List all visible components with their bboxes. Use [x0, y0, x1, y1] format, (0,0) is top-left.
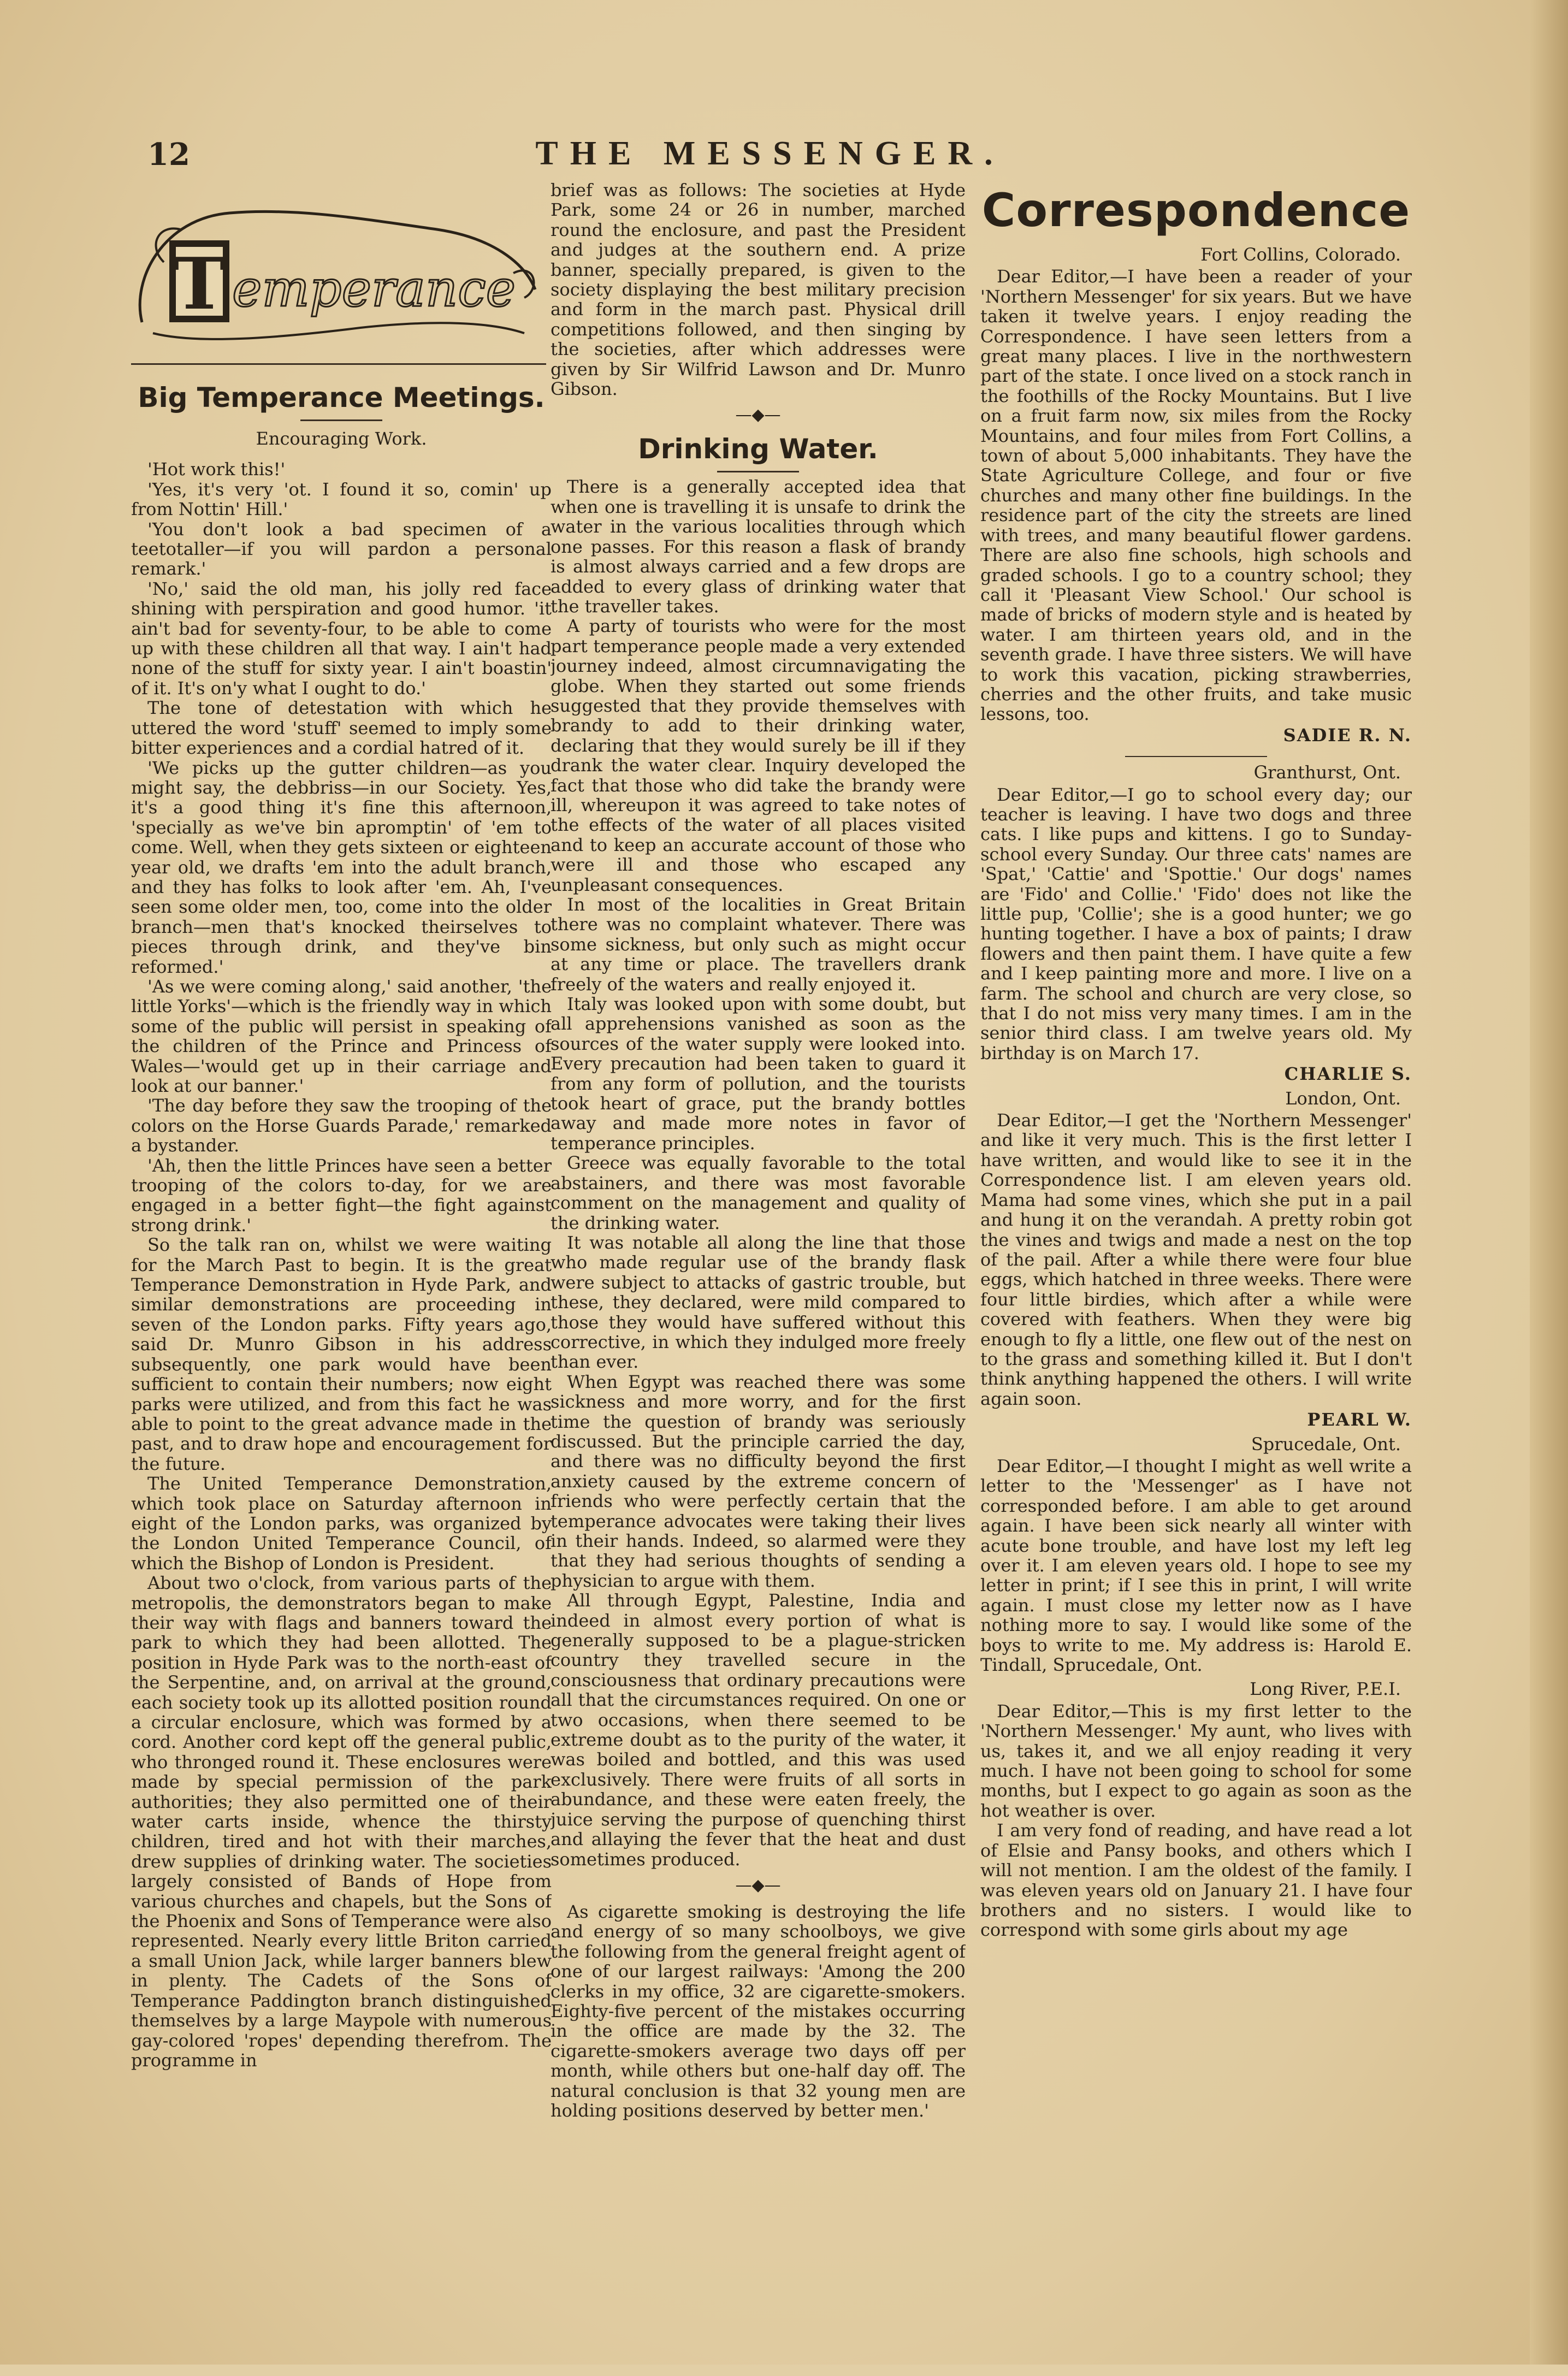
- letter-signature: SADIE R. N.: [1283, 724, 1412, 746]
- paragraph: There is a generally accepted idea that when one is travelling it is unsafe to drink the water in the various localities through which one passes. For this reason a flask of brandy is almost always carried and a few drops are added to every glass of drinking water that the traveller takes.: [551, 476, 966, 617]
- letter-paragraph: Dear Editor,—I go to school every day; our teacher is leaving. I have two dogs and three cats. I like pups and kittens. I go to Sunday-school every Sunday. Our three cats' names are 'Spat,' 'Cattie' and 'Spottie.' Our dogs' names are 'Fido' and Collie.' 'Fido' does not like the little pup, 'Collie'; she is a good hunter; we go hunting together. I have a box of paints; I draw flowers and then paint them. I have quite a few and I keep painting more and more. I live on a farm. The school and church are very close, so that I do not miss very many times. I am in the senior third class. I am twelve years old. My birthday is on March 17.: [980, 784, 1412, 1063]
- letter-signature: CHARLIE S.: [1284, 1063, 1412, 1085]
- section-heading: Big Temperance Meetings.: [138, 382, 545, 413]
- paragraph: The tone of detestation with which he uttered the word 'stuff' seemed to imply some bitter experiences and a cordial hatred of it.: [131, 698, 552, 759]
- correspondence-title: Correspondence: [981, 184, 1411, 237]
- paragraph: 'As we were coming along,' said another, 'the little Yorks'—which is the friendly way in which some of the public will persist in speaking of the children of the Prince and Princess of Wales—'would get up in their carriage and look at our banner.': [131, 976, 552, 1096]
- temperance-logo-art: [131, 197, 546, 355]
- svg-text:emperance: emperance: [232, 259, 516, 318]
- letter-place: London, Ont.: [1285, 1087, 1401, 1109]
- paragraph: A party of tourists who were for the most part temperance people made a very extended journey indeed, almost circumnavigating the globe. When they started out some friends suggested that they provide themselves with brandy to add to their drinking water, declaring that they would surely be ill if they drank the water clear. Inquiry developed the fact that those who did take the brandy were ill, whereupon it was agreed to take notes of the effects of the water of all places visited and to keep an accurate account of those who were ill and those who escaped any unpleasant consequences.: [551, 616, 966, 895]
- paragraph: The United Temperance Demonstration, which took place on Saturday afternoon in eight of the London parks, was organized by the London United Temperance Council, of which the Bishop of London is President.: [131, 1473, 552, 1574]
- paragraph: So the talk ran on, whilst we were waiting for the March Past to begin. It is the great Temperance Demonstration in Hyde Park, and similar demonstrations are proceeding in seven of the London parks. Fifty years ago, said Dr. Munro Gibson in his address subsequently, one park would have been sufficient to contain their numbers; now eight parks were utilized, and from this fact he was able to point to the great advance made in the past, and to draw hope and encouragement for the future.: [131, 1234, 552, 1474]
- paragraph: When Egypt was reached there was some sickness and more worry, and for the first time the question of brandy was seriously discussed. But the principle carried the day, and there was no difficulty beyond the first anxiety caused by the extreme concern of friends who were perfectly certain that the temperance advocates were taking their lives in their hands. Indeed, so alarmed were they that they had serious thoughts of sending a physician to argue with them.: [551, 1371, 966, 1591]
- ornament-divider: —◆—: [735, 1875, 781, 1895]
- section-heading: Drinking Water.: [638, 433, 878, 465]
- letter-paragraph: Dear Editor,—I get the 'Northern Messenger' and like it very much. This is the first letter I have written, and would like to see it in the Correspondence list. I am eleven years old. Mama had some vines, which she put in a pail and hung it on the verandah. A pretty robin got the vines and twigs and made a nest on the top of the pail. After a while there were four blue eggs, which hatched in three weeks. There were four little birdies, which after a while were covered with feathers. When they were big enough to fly a little, one flew out of the nest on to the grass and something killed it. But I don't think anything happened the others. I will write again soon.: [980, 1110, 1412, 1409]
- paragraph: About two o'clock, from various parts of the metropolis, the demonstrators began to make their way with flags and banners toward the park to which they had been allotted. The position in Hyde Park was to the north-east of the Serpentine, and, on arrival at the ground, each society took up its allotted position round a circular enclosure, which was formed by a cord. Another cord kept off the general public, who thronged round it. These enclosures were made by special permission of the park authorities; they also permitted one of their water carts inside, whence the thirsty children, tired and hot with their marches, drew supplies of drinking water. The societies largely consisted of Bands of Hope from various churches and chapels, but the Sons of the Phoenix and Sons of Temperance were also represented. Nearly every little Briton carried a small Union Jack, while larger banners blew in plenty. The Cadets of the Sons of Temperance Paddington branch distinguished themselves by a large Maypole with numerous gay-colored 'ropes' depending therefrom. The programme in: [131, 1573, 552, 2071]
- section-subheading: Encouraging Work.: [256, 428, 427, 449]
- temperance-logo: [131, 197, 546, 355]
- letter-paragraph: Dear Editor,—This is my first letter to the 'Northern Messenger.' My aunt, who lives with us, takes it, and we all enjoy reading it very much. I have not been going to school for some months, but I expect to go again as soon as the hot weather is over.: [980, 1700, 1412, 1821]
- letter-place: Granthurst, Ont.: [1253, 762, 1401, 783]
- letter-paragraph: I am very fond of reading, and have read a lot of Elsie and Pansy books, and others which I will not mention. I am the oldest of the family. I was eleven years old on January 21. I have four brothers and no sisters. I would like to correspond with some girls about my age: [980, 1820, 1412, 1941]
- svg-text:T: T: [173, 242, 226, 326]
- paper-title: THE MESSENGER.: [535, 135, 1005, 172]
- paragraph: Greece was equally favorable to the total abstainers, and there was most favorable comment on the management and quality of the drinking water.: [551, 1152, 966, 1233]
- paragraph: 'We picks up the gutter children—as you might say, the debbriss—in our Society. Yes, it's a good thing it's fine this afternoon, 'specially as we've bin apromptin' of 'em to come. Well, when they gets sixteen or eighteen year old, we drafts 'em into the adult branch, and they has folks to look after 'em. Ah, I've seen some older men, too, come into the older branch—men that's knocked theirselves to pieces through drink, and they've bin reformed.': [131, 757, 552, 977]
- paragraph: All through Egypt, Palestine, India and indeed in almost every portion of what is generally supposed to be a plague-stricken country they travelled secure in the consciousness that ordinary precautions were all that the circumstances required. On one or two occasions, when there seemed to be extreme doubt as to the purity of the water, it was boiled and bottled, and this was used exclusively. There were fruits of all sorts in abundance, and these were eaten freely, the juice serving the purpose of quenching thirst and allaying the fever that the heat and dust sometimes produced.: [551, 1590, 966, 1870]
- paragraph: brief was as follows: The societies at Hyde Park, some 24 or 26 in number, marched round the enclosure, and past the President and judges at the southern end. A prize banner, specially prepared, is given to the society displaying the best military precision and form in the march past. Physical drill competitions followed, and then singing by the societies, after which addresses were given by Sir Wilfrid Lawson and Dr. Munro Gibson.: [551, 180, 966, 400]
- heading-rule: [717, 471, 799, 472]
- paragraph: 'Yes, it's very 'ot. I found it so, comin' up from Nottin' Hill.': [131, 478, 552, 520]
- heading-rule: [300, 419, 382, 421]
- ornament-divider: —◆—: [735, 405, 781, 425]
- letter-paragraph: Dear Editor,—I have been a reader of your 'Northern Messenger' for six years. But we have taken it twelve years. I enjoy reading the Correspondence. I have seen letters from a great many places. I live in the northwestern part of the state. I once lived on a stock ranch in the foothills of the Rocky Mountains. But I live on a fruit farm now, six miles from the Rocky Mountains, and four miles from Fort Collins, a town of about 5,000 inhabitants. They have the State Agriculture College, and four or five churches and many other fine buildings. In the residence part of the city the streets are lined with trees, and many beautiful flower gardens. There are also fine schools, high schools and graded schools. I go to a country school; they call it 'Pleasant View School.' Our school is made of bricks of modern style and is heated by water. I am thirteen years old, and in the seventh grade. I have three sisters. We will have to work this vacation, picking strawberries, cherries and the other fruits, and take music lessons, too.: [980, 266, 1412, 725]
- letter-place: Sprucedale, Ont.: [1251, 1433, 1401, 1455]
- column-correspondence: [980, 169, 1412, 2190]
- letter-signature: PEARL W.: [1307, 1409, 1412, 1431]
- letter-divider: [1125, 756, 1267, 757]
- letter-place: Fort Collins, Colorado.: [1200, 244, 1401, 265]
- paragraph: It was notable all along the line that those who made regular use of the brandy flask were subject to attacks of gastric trouble, but these, they declared, were mild compared to those they would have suffered without this corrective, in which they indulged more freely than ever.: [551, 1232, 966, 1373]
- logo-divider: [131, 363, 546, 365]
- paragraph: In most of the localities in Great Britain there was no complaint whatever. There was some sickness, but only such as might occur at any time or place. The travellers drank freely of the waters and really enjoyed it.: [551, 894, 966, 995]
- column-temperance: [131, 377, 552, 2376]
- page-edge: [1530, 0, 1568, 2365]
- letter-paragraph: Dear Editor,—I thought I might as well write a letter to the 'Messenger' as I have not corresponded before. I am able to get around again. I have been sick nearly all winter with acute bone trouble, and have lost my left leg over it. I am eleven years old. I hope to see my letter in print; if I see this in print, I will write again. I must close my letter now as I have nothing more to say. I would like some of the boys to write to me. My address is: Harold E. Tindall, Sprucedale, Ont.: [980, 1455, 1412, 1676]
- paragraph: As cigarette smoking is destroying the life and energy of so many schoolboys, we give the following from the general freight agent of one of our largest railways: 'Among the 200 clerks in my office, 32 are cigarette-smokers. Eighty-five percent of the mistakes occurring in the office are made by the 32. The cigarette-smokers average two days off per month, while others but one-half day off. The natural conclusion is that 32 young men are holding positions deserved by better men.': [551, 1901, 966, 2121]
- paragraph: 'The day before they saw the trooping of the colors on the Horse Guards Parade,' remarked a bystander.: [131, 1095, 552, 1156]
- paragraph: 'Ah, then the little Princes have seen a better trooping of the colors to-day, for we are engaged in a better fight—the fight against strong drink.': [131, 1155, 552, 1236]
- paragraph: 'No,' said the old man, his jolly red face shining with perspiration and good humor. 'it ain't bad for seventy-four, to be able to come up with these children all that way. I ain't had none of the stuff for sixty year. I ain't boastin' of it. It's on'y what I ought to do.': [131, 578, 552, 699]
- paragraph: Italy was looked upon with some doubt, but all apprehensions vanished as soon as the sources of the water supply were looked into. Every precaution had been taken to guard it from any form of pollution, and the tourists took heart of grace, put the brandy bottles away and made more notes in favor of temperance principles.: [551, 994, 966, 1154]
- column-drinking-water: [551, 180, 966, 2201]
- page-number: 12: [147, 137, 190, 173]
- paragraph: 'Hot work this!': [147, 459, 286, 480]
- letter-place: Long River, P.E.I.: [1250, 1678, 1401, 1700]
- paragraph: 'You don't look a bad specimen of a teetotaller—if you will pardon a personal remark.': [131, 518, 552, 580]
